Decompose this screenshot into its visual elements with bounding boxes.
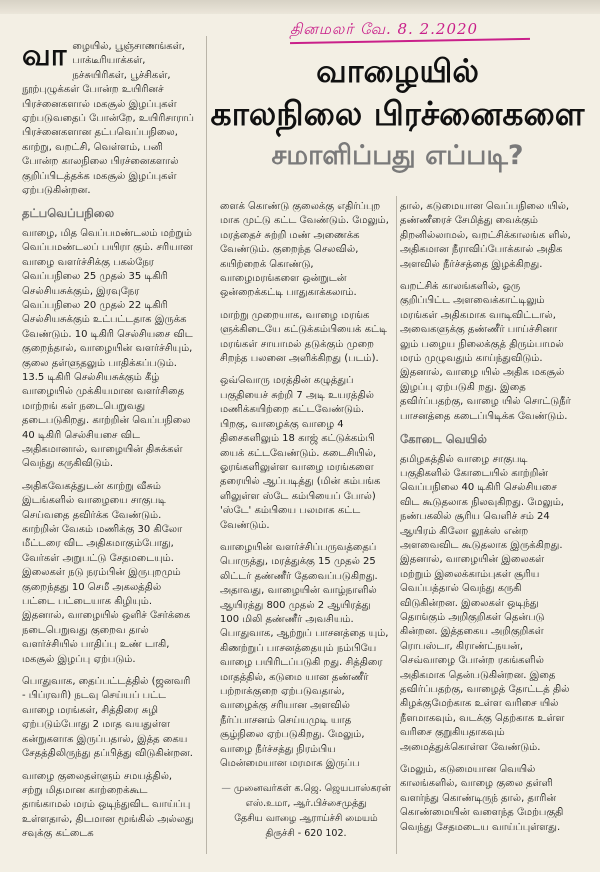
- paragraph: வாழை, மித வெப்பமண்டலம் மற்றும் வெப்பமண்டலப் பயிரா கும். சரியான வாழை வளர்ச்சிக்கு பகல்நேர வெப்பநிலை 25 முதல் 35 டிகிரி செல்சியசுக்கும், இரவுநேர வெப்பநிலை 20 முதல் 22 டிகிரி செல்சியசுக்கும் உட்பட்டதாக இருக்க வேண்டும். 10 டிகிரி செல்சியசை விட குறைந்தால், வாழையின் வளர்ச்சியும், குலை தள்ளுதலும் பாதிக்கப்படும். 13.5 டிகிரி செல்சியசுக்கும் கீழ் வாழையில் முக்கியமான வளர்சிதை மாற்றங் கள் நடைபெறுவது தடைபடுகிறது. காற்றின் வெப்பநிலை 40 டிகிரி செல்சியசை விட அதிகமானால், வாழையின் திசுக்கள் வெந்து கருகிவிடும்.: [22, 227, 193, 470]
- section-heading-climate: தட்பவெப்பநிலை: [22, 206, 115, 221]
- paragraph: வாழையின் வளர்ச்சிப்பருவத்தைப் பொருத்து, மரத்துக்கு 15 முதல் 25 லிட்டர் தண்ணீர் தேவைப்படுகிறது. அதாவது, வாழையின் வாழ்நாளில் ஆயிரத்து 800 முதல் 2 ஆயிரத்து 100 மிலி தண்ணீர் அவசியம். பொதுவாக, ஆற்றுப் பாசனத்தை யும், கிணற்றுப் பாசனத்தையும் நம்பியே வாழை பயிரிடப்படுகி றது. சித்திரை மாதத்தில், கடுமை யான தண்ணீர் பற்றாக்குறை ஏற்படுவதால், வாழைக்கு சரியான அளவில் நீர்ப்பாசனம் செய்யமுடி யாத சூழ்நிலை ஏற்படுகிறது. மேலும், வாழை நீர்ச்சத்து நிரம்பிய மென்மையான மரமாக இருப்ப: [220, 541, 389, 770]
- article-column-3: [400, 200, 572, 843]
- paragraph: மாற்று முறையாக, வாழை மரங்க ளுக்கிடையே கட்டுக்கம்பியைக் கட்டி மரங்கள் சாயாமல் தடுக்கும் முறை சிறந்த பலனை அளிக்கிறது (படம்).: [220, 309, 387, 365]
- column-divider: [396, 196, 397, 854]
- column-divider: [206, 36, 207, 854]
- paragraph: தமிழகத்தில் வாழை சாகுபடி பகுதிகளில் கோடையில் காற்றின் வெப்பநிலை 40 டிகிரி செல்சியசை விட கூடுதலாக நிலவுகிறது. மேலும், நண்பகலில் சூரிய வெளிச் சம் 24 ஆயிரம் கிலோ லூக்ஸ் என்ற அளவைவிட கூடுதலாக இருக்கிறது. இதனால், வாழையின் இலைகள் மற்றும் இலைக்காம்புகள் சூரிய வெப்பத்தால் வெந்து கருகி விடுகின்றன. இலைகள் ஒடிந்து தொங்கும் அறிகுறிகள் தென்படு கின்றன. இத்தகைய அறிகுறிகள் ரொபஸ்டா, கிராண்ட்நயன், செவ்வாழை போன்ற ரகங்களில் அதிகமாக தென்படுகின்றன. இதை தவிர்ப்பதற்கு, வாழைத் தோட்டத் தில் கிழக்குமேற்காக உள்ள வரிசை யில் நீளமாகவும், வடக்கு தெற்காக உள்ள வரிசை குறுகியதாகவும் அமைத்துக்கொள்ள வேண்டும்.: [400, 453, 570, 753]
- drop-cap: வா: [22, 38, 67, 73]
- author-byline: — முனைவர்கள் க.ஜெ. ஜெயபாஸ்கரன் எஸ்.உமா, ஆர்.பிச்சைமுத்து தேசிய வாழை ஆராய்ச்சி மையம் திருச்சி - 620 102.: [221, 783, 391, 840]
- paragraph: பொதுவாக, தைப்பட்டத்தில் (ஜனவரி - பிப்ரவரி) நடவு செய்யப் பட்ட வாழை மரங்கள், சித்திரை சுழி ஏற்படும்போது 2 மாத வயதுள்ள கன்றுகளாக இருப்பதால், இத்த கைய சேதத்திலிருந்து தப்பித்து விடுகின்றன.: [22, 676, 193, 760]
- headline-line-1: வாழையில்: [316, 52, 479, 90]
- intro-paragraph: வாழையில், பூஞ்சாணங்கள், பாக்டீரியாக்கள், நச்சுயிரிகள், பூச்சிகள், நூற்புழுக்கள் போன்ற உயிரினச் பிரச்னைகளால் மகசூல் இழப்புகள் ஏற்படுவதைப் போன்றே, உயிரிசாராப் பிரச்னைகளான தட்பவெப்பநிலை, காற்று, வறட்சி, வெள்ளம், பனி போன்ற காலநிலை பிரச்னைகளால் குறிப்பிடத்தக்க மகசூல் இழப்புகள் ஏற்படுகின்றன.: [22, 38, 194, 197]
- paragraph: ளைக் கொண்டு குலைக்கு எதிர்ப்புற மாக முட்டு கட்ட வேண்டும். மேலும், மரத்தைச் சுற்றி மண் அணைக்க வேண்டும். குறைந்த செலவில், கயிற்றைக் கொண்டு, வாழைமரங்களை ஒன்றுடன் ஒன்றைக்கட்டி பாதுகாக்கலாம்.: [220, 201, 389, 299]
- paragraph: தால், கடுமையான வெப்பநிலை யில், தண்ணீரைச் சேமித்து வைக்கும் திறனில்லாமல், வறட்சிக்காலங்க ளில், அதிகமான நீராவிப்போக்கால் அதிக அளவில் நீர்ச்சத்தை இழக்கிறது.: [400, 201, 571, 270]
- headline-line-2: காலநிலை பிரச்னைகளை: [210, 94, 585, 133]
- page-top-edge: [0, 0, 600, 14]
- paragraph: வறட்சிக் காலங்களில், ஒரு குறிப்பிட்ட அளவைக்காட்டிலும் மரங்கள் அதிகமாக வாடிவிட்டால், அவைகளுக்கு தண்ணீர் பாய்ச்சினா லும் பழைய நிலைக்குத் திரும்பாமல் மரம் முழுவதும் காய்ந்துவிடும். இதனால், வாழை யில் அதிக மகசூல் இழப்பு ஏற்படுகி றது. இதை தவிர்ப்பதற்கு, வாழை யில் சொட்டுநீர் பாசனத்தை கடைப்பிடிக்க வேண்டும்.: [400, 281, 571, 422]
- paragraph: வாழை குலைதள்ளும் சமயத்தில், சற்று மிதமான காற்றைக்கூட தாங்காமல் மரம் ஒடிந்துவிட வாய்ப்பு உள்ளதால், திடமான மூங்கில் அல்லது சவுக்கு கட்டைக: [22, 770, 194, 840]
- paragraph: ஒவ்வொரு மரத்தின் கழுத்துப் பகுதியைச் சுற்றி 7 அடி உயரத்தில் மணிக்கயிற்றை கட்டவேண்டும். பிறகு, வாழைக்கு வாழை 4 திசைகளிலும் 18 காஜ் கட்டுக்கம்பி யைக் கட்டவேண்டும். கடைசியில், ஓரங்களிலுள்ள வாழை மரங்களை தரையில் ஆப்படித்து (மின் கம்பங்க ளிலுள்ள ஸ்டே கம்பியைப் போல்) 'ஸ்டே' கம்பியை பலமாக கட்ட வேண்டும்.: [220, 375, 381, 531]
- article-column-1: [22, 40, 194, 850]
- handwritten-date-annotation: தினமலர் வே. 8. 2.2020: [290, 20, 540, 44]
- paragraph: அதிகவேகத்துடன் காற்று வீசும் இடங்களில் வாழையை சாகுபடி செய்வதை தவிர்க்க வேண்டும். காற்றின் வேகம் மணிக்கு 30 கிலோ மீட்டரை விட அதிகமாகும்போது, வேர்கள் அறுபட்டு சேதமடையும். இலைகள் நடு நரம்பின் இருபுறமும் குறைந்தது 10 செமீ அகலத்தில் பட்டை பட்டையாக கிழியும். இதனால், வாழையில் ஒளிச் சேர்க்கை நடைபெறுவது குறைவ தால் வளர்ச்சியில் பாதிப்பு உண் டாகி, மகசூல் இழப்பு ஏற்படும்.: [22, 480, 191, 665]
- headline-subtitle: சமாளிப்பது எப்படி?: [271, 140, 524, 171]
- section-heading-summer: கோடை வெயில்: [400, 432, 487, 447]
- article-column-2: [220, 200, 392, 841]
- paragraph: மேலும், கடுமையான வெயில் காலங்களில், வாழை குலை தள்ளி வளர்ந்து கொண்டிருந் தால், தாரின் கொண்மையின் வளைந்த மேற்பகுதி வெந்து சேதமடைய வாய்ப்புள்ளது.: [400, 764, 564, 833]
